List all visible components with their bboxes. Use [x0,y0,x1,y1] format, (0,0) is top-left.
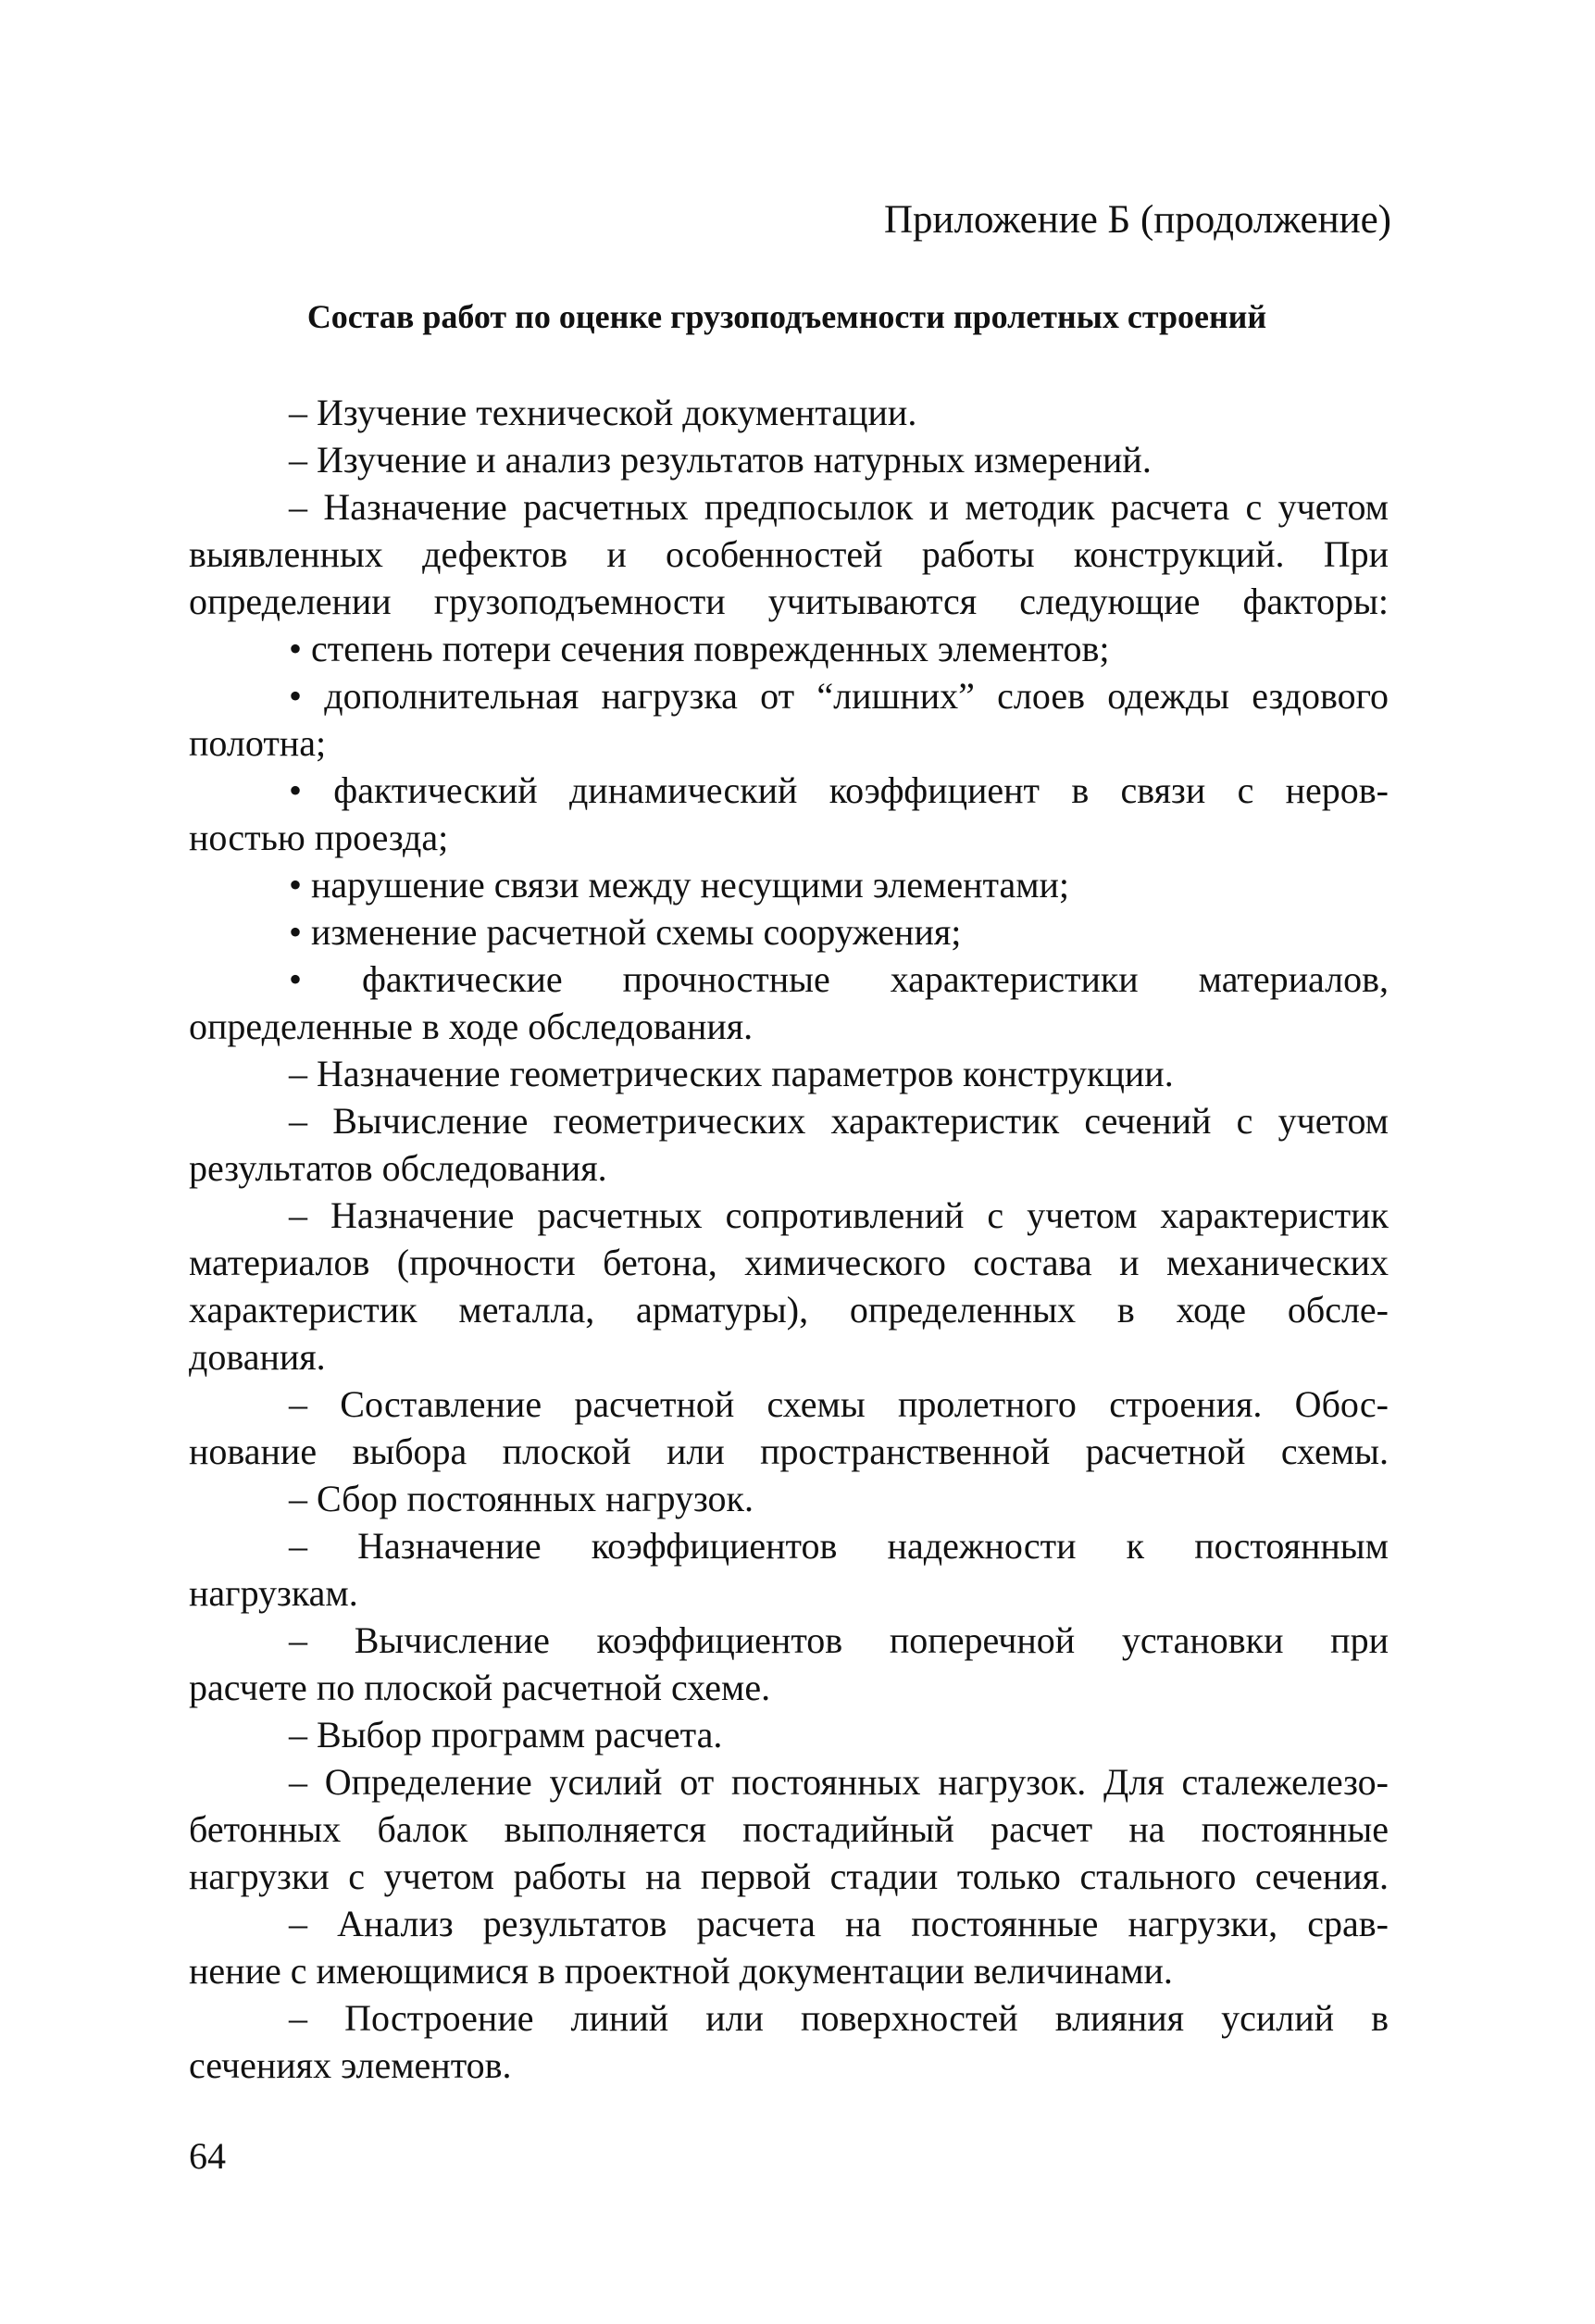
text-line: – Построение линий или поверхностей влияния усилий в [289,1997,1389,2039]
text-line: – Изучение и анализ результатов натурных измерений. [289,439,1152,481]
text-line: определении грузоподъемности учитываются следующие факторы: [189,581,1389,622]
text-line: • степень потери сечения поврежденных элементов; [289,628,1110,669]
text-line: – Назначение расчетных сопротивлений с учетом характеристик [289,1194,1389,1236]
page-number: 64 [189,2135,226,2177]
list-item [189,1900,1389,1994]
text-line: сечениях элементов. [189,2044,512,2086]
text-line: полотна; [189,722,327,764]
list-item [189,389,1389,436]
list-item [189,1192,1389,1381]
text-line: – Определение усилий от постоянных нагрузок. Для сталежелезо- [289,1761,1389,1803]
text-line: дования. [189,1336,326,1378]
list-item [189,908,1389,956]
text-line: – Назначение расчетных предпосылок и методик расчета с учетом [289,486,1389,528]
list-item [189,1617,1389,1711]
list-item [189,1522,1389,1617]
text-line: нагрузкам. [189,1572,358,1614]
list-item [189,1758,1389,1900]
text-line: – Анализ результатов расчета на постоянные нагрузки, срав- [289,1903,1389,1944]
text-line: – Выбор программ расчета. [289,1714,723,1755]
list-item [189,1475,1389,1522]
text-line: бетонных балок выполняется постадийный расчет на постоянные [189,1808,1389,1850]
text-line: ностью проезда; [189,817,449,858]
text-line: – Сбор постоянных нагрузок. [289,1478,754,1519]
text-line: – Составление расчетной схемы пролетного строения. Обос- [289,1383,1389,1425]
text-line: определенные в ходе обследования. [189,1006,754,1047]
list-item [189,672,1389,767]
text-line: – Вычисление коэффициентов поперечной установки при [289,1619,1389,1661]
text-line: – Вычисление геометрических характеристик сечений с учетом [289,1100,1389,1142]
text-line: нение с имеющимися в проектной документации величинами. [189,1950,1173,1992]
list-item [189,1050,1389,1097]
text-line: характеристик металла, арматуры), определенных в ходе обсле- [189,1289,1389,1331]
list-item [189,1711,1389,1758]
document-body [189,389,1389,2089]
text-line: материалов (прочности бетона, химического состава и механических [189,1242,1389,1283]
list-item [189,1381,1389,1475]
list-item [189,483,1389,625]
text-line: • нарушение связи между несущими элементами; [289,864,1070,906]
section-title: Состав работ по оценке грузоподъемности пролетных строений [306,298,1267,335]
text-line: результатов обследования. [189,1147,607,1189]
text-line: • изменение расчетной схемы сооружения; [289,911,962,953]
list-item [189,436,1389,483]
list-item [189,767,1389,861]
text-line: – Назначение коэффициентов надежности к постоянным [289,1525,1389,1567]
list-item [189,956,1389,1050]
page-header: Приложение Б (продолжение) [884,198,1391,242]
text-line: – Назначение геометрических параметров конструкции. [289,1053,1174,1094]
list-item [189,625,1389,672]
text-line: • дополнительная нагрузка от “лишних” слоев одежды ездового [289,675,1389,717]
text-line: нование выбора плоской или пространственной расчетной схемы. [189,1431,1389,1472]
text-line: – Изучение технической документации. [289,392,917,433]
list-item [189,1994,1389,2089]
text-line: расчете по плоской расчетной схеме. [189,1667,771,1708]
list-item [189,1097,1389,1192]
text-line: нагрузки с учетом работы на первой стадии только стального сечения. [189,1855,1389,1897]
list-item [189,861,1389,908]
text-line: • фактические прочностные характеристики материалов, [289,958,1389,1000]
text-line: • фактический динамический коэффициент в связи с неров- [289,769,1389,811]
text-line: выявленных дефектов и особенностей работы конструкций. При [189,533,1389,575]
